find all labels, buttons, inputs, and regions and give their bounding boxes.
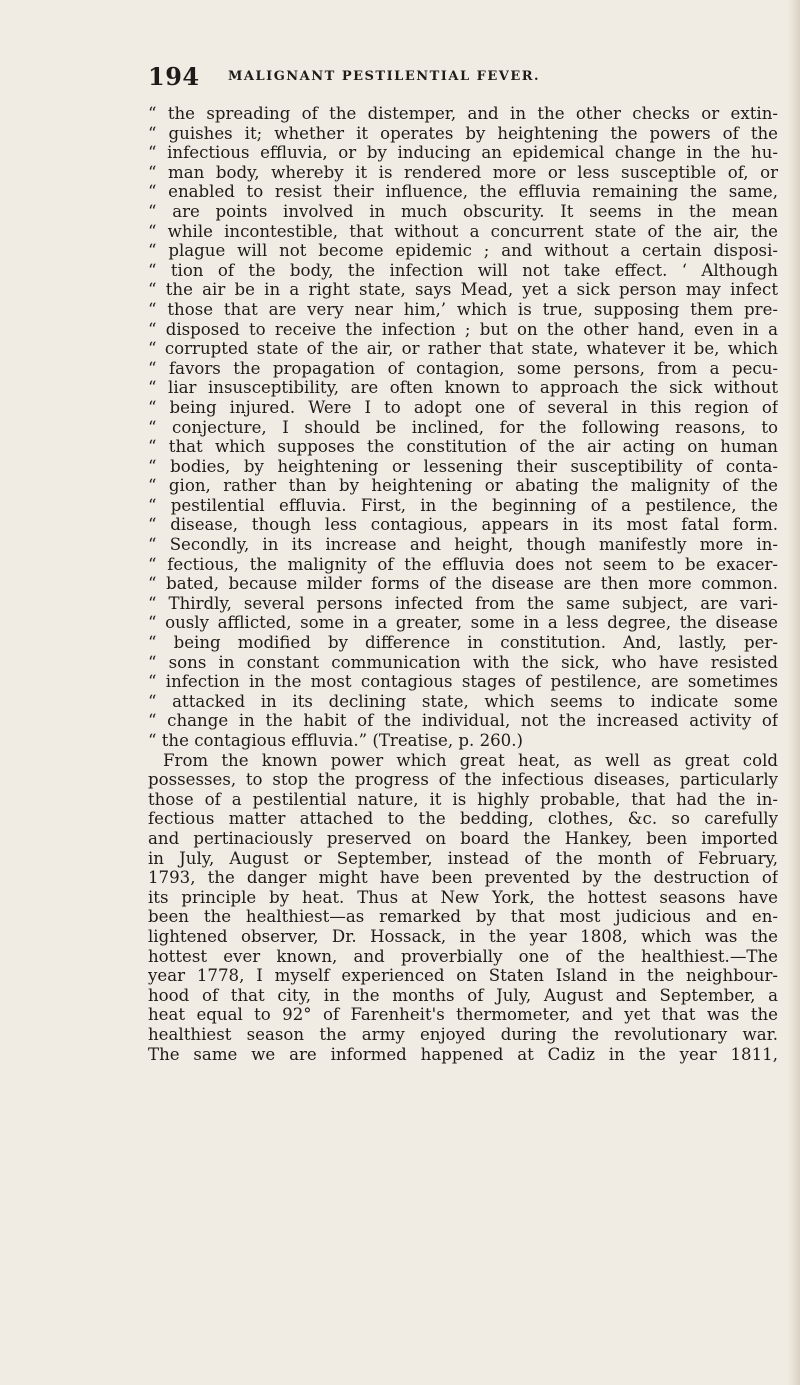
text-line: possesses, to stop the progress of the infectious diseases, particularly — [148, 770, 778, 790]
text-line: fectious matter attached to the bedding, clothes, &c. so carefully — [148, 809, 778, 829]
text-line: “ man body, whereby it is rendered more or less susceptible of, or — [148, 162, 778, 182]
text-line: “ attacked in its declining state, which seems to indicate some — [148, 691, 778, 711]
text-line: lightened observer, Dr. Hossack, in the year 1808, which was the — [148, 926, 778, 946]
text-line: “ guishes it; whether it operates by heightening the powers of the — [148, 123, 778, 143]
text-line: “ that which supposes the constitution of the air acting on human — [148, 437, 778, 457]
text-line: “ conjecture, I should be inclined, for the following reasons, to — [148, 417, 778, 437]
text-line: “ corrupted state of the air, or rather that state, whatever it be, which — [148, 339, 778, 359]
text-line: year 1778, I myself experienced on Staten Island in the neighbour- — [148, 966, 778, 986]
text-line: “ fectious, the malignity of the effluvia does not seem to be exacer- — [148, 554, 778, 574]
text-line: “ Thirdly, several persons infected from the same subject, are vari- — [148, 593, 778, 613]
text-line: “ pestilential effluvia. First, in the beginning of a pestilence, the — [148, 495, 778, 515]
body-text — [148, 104, 778, 1064]
page-header — [148, 60, 658, 92]
text-line: “ gion, rather than by heightening or abating the malignity of the — [148, 476, 778, 496]
text-line: “ disease, though less contagious, appears in its most fatal form. — [148, 515, 778, 535]
text-line: “ being injured. Were I to adopt one of several in this region of — [148, 397, 778, 417]
text-line: hottest ever known, and proverbially one of the healthiest.—The — [148, 946, 778, 966]
text-line: “ those that are very near him,’ which is true, supposing them pre- — [148, 299, 778, 319]
text-line: “ favors the propagation of contagion, some persons, from a pecu- — [148, 358, 778, 378]
text-line: “ tion of the body, the infection will not take effect. ‘ Although — [148, 260, 778, 280]
text-line: From the known power which great heat, as well as great cold — [163, 750, 778, 770]
text-line: 1793, the danger might have been prevented by the destruction of — [148, 868, 778, 888]
running-head: MALIGNANT PESTILENTIAL FEVER. — [228, 69, 541, 84]
page-number: 194 — [148, 62, 200, 91]
text-line: “ while incontestible, that without a concurrent state of the air, the — [148, 221, 778, 241]
text-line: heat equal to 92° of Farenheit's thermometer, and yet that was the — [148, 1005, 778, 1025]
text-line: healthiest season the army enjoyed during the revolutionary war. — [148, 1024, 778, 1044]
text-line: “ enabled to resist their influence, the effluvia remaining the same, — [148, 182, 778, 202]
text-line: The same we are informed happened at Cadiz in the year 1811, — [148, 1044, 778, 1064]
text-line: “ being modified by difference in constitution. And, lastly, per- — [148, 633, 778, 653]
text-line: “ the air be in a right state, says Mead, yet a sick person may infect — [148, 280, 778, 300]
text-line: been the healthiest—as remarked by that most judicious and en- — [148, 907, 778, 927]
text-line: “ change in the habit of the individual, not the increased activity of — [148, 711, 778, 731]
text-line: those of a pestilential nature, it is highly probable, that had the in- — [148, 789, 778, 809]
text-line: in July, August or September, instead of the month of February, — [148, 848, 778, 868]
text-line: “ the spreading of the distemper, and in the other checks or extin- — [148, 104, 778, 123]
text-line: “ liar insusceptibility, are often known to approach the sick without — [148, 378, 778, 398]
text-line: “ ously afflicted, some in a greater, some in a less degree, the disease — [148, 613, 778, 633]
text-line: “ the contagious effluvia.” (Treatise, p. 260.) — [148, 731, 523, 750]
text-line: “ bodies, by heightening or lessening their susceptibility of conta- — [148, 456, 778, 476]
text-line: “ plague will not become epidemic ; and without a certain disposi- — [148, 241, 778, 261]
text-line: “ infectious effluvia, or by inducing an epidemical change in the hu- — [148, 143, 778, 163]
text-line: its principle by heat. Thus at New York, the hottest seasons have — [148, 887, 778, 907]
text-line: hood of that city, in the months of July, August and September, a — [148, 985, 778, 1005]
text-line: “ Secondly, in its increase and height, though manifestly more in- — [148, 535, 778, 555]
text-line: “ sons in constant communication with the sick, who have resisted — [148, 652, 778, 672]
page-edge-shadow — [788, 0, 800, 1385]
text-line: and pertinaciously preserved on board the Hankey, been imported — [148, 828, 778, 848]
text-line: “ disposed to receive the infection ; but on the other hand, even in a — [148, 319, 778, 339]
text-line: “ infection in the most contagious stages of pestilence, are sometimes — [148, 672, 778, 692]
text-line: “ bated, because milder forms of the disease are then more common. — [148, 574, 778, 594]
text-line: “ are points involved in much obscurity. It seems in the mean — [148, 201, 778, 221]
